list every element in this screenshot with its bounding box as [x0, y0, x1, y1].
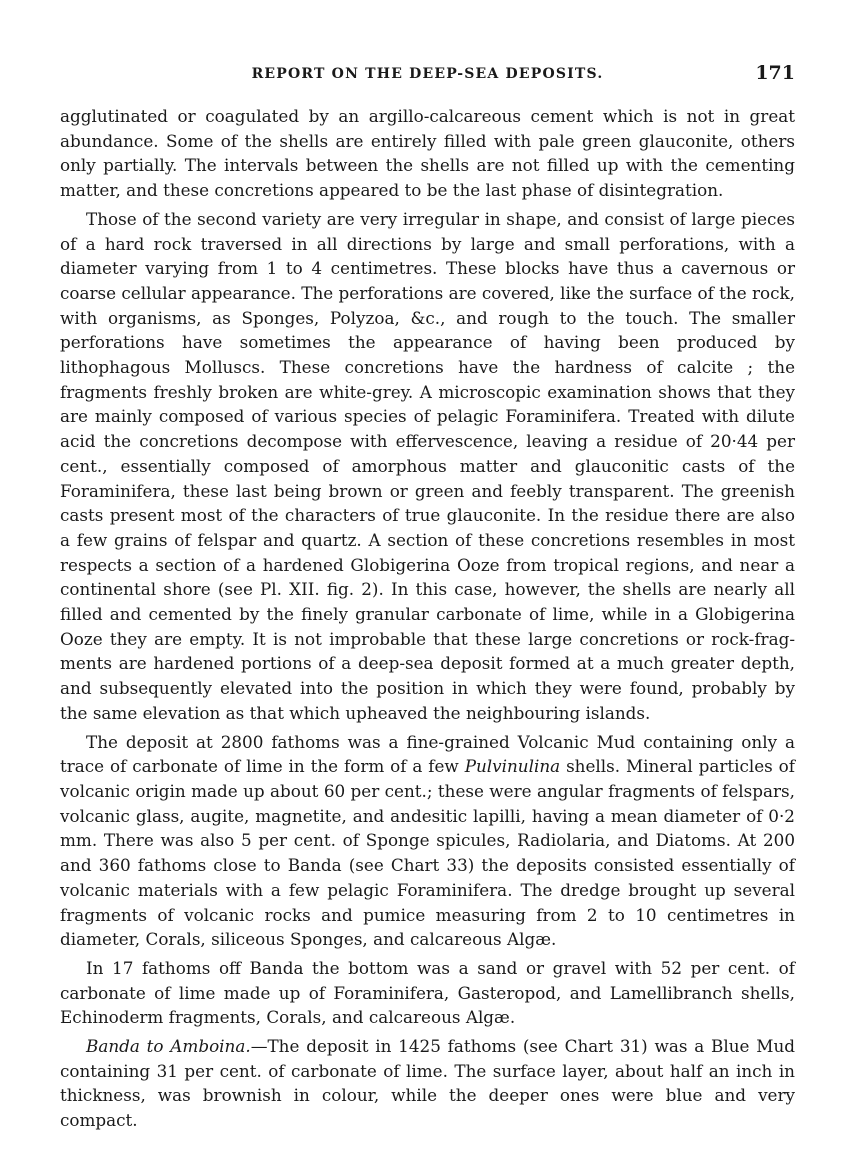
paragraph-text: Those of the second variety are very irregular in shape, and consist of large pieces of a hard rock traversed in all directions by large and small perforations, with a diameter varying from 1 to 4 centimetres. These blocks have thus a cavernous or coarse cellular appearance. The perforations are covered, like the surface of the rock, with organisms, as Sponges, Polyzoa, &c., and rough to the touch. The smaller perforations have sometimes the appearance of having been produced by lithophagous Molluscs. These concretions have the hardness of calcite ; the fragments freshly broken are white-grey. A microscopic examination shows that they are mainly composed of various species of pelagic Foraminifera. Treated with dilute acid the concretions decompose with effervescence, leaving a residue of 20·44 per cent., essentially composed of amorphous matter and glauconitic casts of the Foraminifera, these last being brown or green and feebly transparent. The greenish casts present most of the characters of true glauconite. In the residue there are also a few grains of felspar and quartz. A section of these concretions resembles in most respects a section of a hardened Globigerina Ooze from tropical regions, and near a continental shore (see Pl. XII. fig. 2). In this case, however, the shells are nearly all filled and cemented by the finely granular carbonate of lime, while in a Globigerina Ooze they are empty. It is not improbable that these large concretions or rock-fragments are hardened portions of a deep-sea deposit formed at a much greater depth, and subsequently elevated into the position in which they were found, probably by the same elevation as that which upheaved the neighbouring islands.: [60, 208, 795, 723]
paragraph: [60, 207, 795, 726]
paragraph-text: —The deposit in 1425 fathoms (see Chart 31) was a Blue Mud containing 31 per cent. of carbonate of lime. The surface layer, about half an inch in thickness, was brownish in colour, while the deeper ones were blue and very compact.: [60, 1036, 795, 1131]
paragraph: [60, 956, 795, 1030]
paragraph-text: agglutinated or coagulated by an argillo-calcareous cement which is not in great abundance. Some of the shells are entirely filled with pale green glauconite, others only partially. The intervals between the shells are not filled up with the cementing matter, and these concretions appeared to be the last phase of disintegration.: [60, 106, 795, 201]
paragraph-text: In 17 fathoms off Banda the bottom was a sand or gravel with 52 per cent. of carbonate of lime made up of Foraminifera, Gasteropod, and Lamellibranch shells, Echinoderm fragments, Corals, and calcareous Algæ.: [60, 957, 795, 1028]
body-text: [60, 104, 795, 1137]
paragraph: [60, 104, 795, 203]
section-heading: Banda to Amboina.: [86, 1036, 251, 1057]
running-title: REPORT ON THE DEEP-SEA DEPOSITS.: [251, 66, 604, 82]
paragraph: [60, 730, 795, 952]
page-header: [60, 62, 795, 90]
paragraph-text: shells. Mineral particles of volcanic origin made up about 60 per cent.; these were angular fragments of felspars, volcanic glass, augite, magnetite, and andesitic lapilli, having a mean diameter of 0·2 mm. There was also 5 per cent. of Sponge spicules, Radiolaria, and Diatoms. At 200 and 360 fathoms close to Banda (see Chart 33) the deposits consisted essentially of volcanic materials with a few pelagic Foraminifera. The dredge brought up several fragments of volcanic rocks and pumice measuring from 2 to 10 centimetres in diameter, Corals, siliceous Sponges, and calcareous Algæ.: [60, 756, 795, 950]
paragraph: [60, 1034, 795, 1133]
genus-name: Pulvinulina: [464, 756, 561, 777]
page-number: 171: [755, 62, 795, 84]
paragraph-text: The deposit at 2800 fathoms was a fine-grained Volcanic Mud containing only a trace of carbonate of lime in the form of a few: [60, 731, 795, 777]
